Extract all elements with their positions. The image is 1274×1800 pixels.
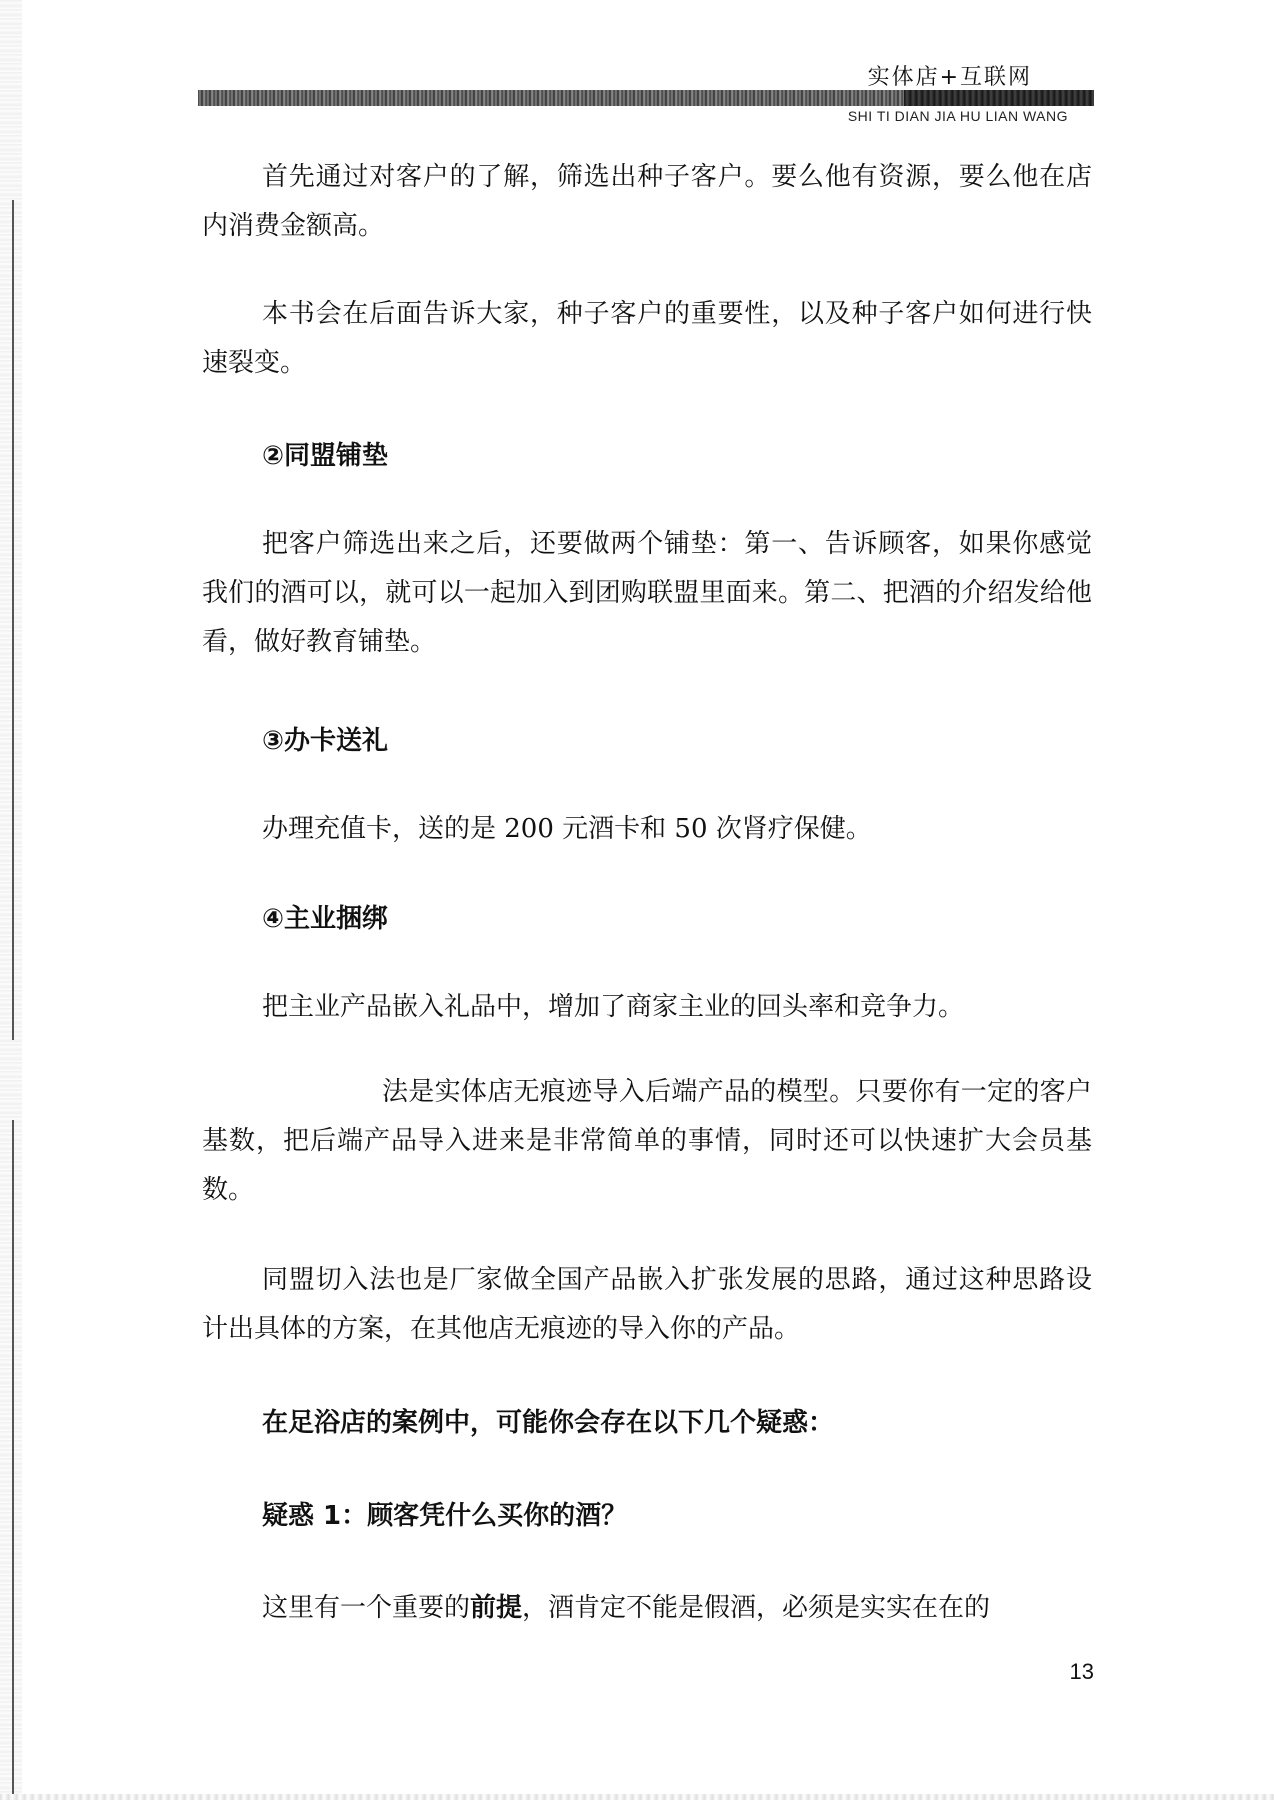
paragraph-premise — [202, 1584, 1092, 1633]
scan-rule-upper — [12, 200, 14, 1040]
paragraph-recharge-card: 办理充值卡，送的是 200 元酒卡和 50 次肾疗保健。 — [262, 814, 872, 844]
premise-text-c: ，酒肯定不能是假酒，必须是实实在在的 — [522, 1593, 991, 1623]
header-rule-bar — [198, 90, 1094, 106]
paragraph-model: 法是实体店无痕迹导入后端产品的模型。只要你有一定的客户基数，把后端产品导入进来是非常简单的事情，同时还可以快速扩大会员基数。 — [202, 1077, 1092, 1205]
scan-rule-lower — [12, 1120, 14, 1800]
paragraph-seed-customers: 首先通过对客户的了解，筛选出种子客户。要么他有资源，要么他在店内消费金额高。 — [202, 162, 1092, 241]
heading-alliance-setup: ②同盟铺垫 — [262, 441, 389, 471]
premise-bold: 前提 — [470, 1593, 523, 1623]
scan-edge-left — [0, 0, 22, 1800]
heading-doubts-intro: 在足浴店的案例中，可能你会存在以下几个疑惑： — [262, 1408, 835, 1438]
heading-card-gift: ③办卡送礼 — [262, 726, 389, 756]
paragraph-manufacturer: 同盟切入法也是厂家做全国产品嵌入扩张发展的思路，通过这种思路设计出具体的方案，在其他店无痕迹的导入你的产品。 — [202, 1265, 1092, 1344]
paragraph-fission: 本书会在后面告诉大家，种子客户的重要性，以及种子客户如何进行快速裂变。 — [202, 299, 1092, 378]
heading-core-bundle: ④主业捆绑 — [262, 904, 389, 934]
page-number: 13 — [1069, 1659, 1094, 1684]
scan-edge-bottom — [0, 1794, 1274, 1800]
premise-text-a: 这里有一个重要的 — [262, 1593, 471, 1623]
paragraph-two-setups: 把客户筛选出来之后，还要做两个铺垫：第一、告诉顾客，如果你感觉我们的酒可以，就可以一起加入到团购联盟里面来。第二、把酒的介绍发给他看，做好教育铺垫。 — [202, 529, 1092, 657]
heading-doubt-1: 疑惑 1：顾客凭什么买你的酒？ — [262, 1501, 628, 1531]
paragraph-embed-product: 把主业产品嵌入礼品中，增加了商家主业的回头率和竞争力。 — [262, 992, 965, 1022]
running-header-title: 实体店+互联网 — [867, 65, 1032, 90]
running-header-pinyin: SHI TI DIAN JIA HU LIAN WANG — [847, 108, 1068, 124]
